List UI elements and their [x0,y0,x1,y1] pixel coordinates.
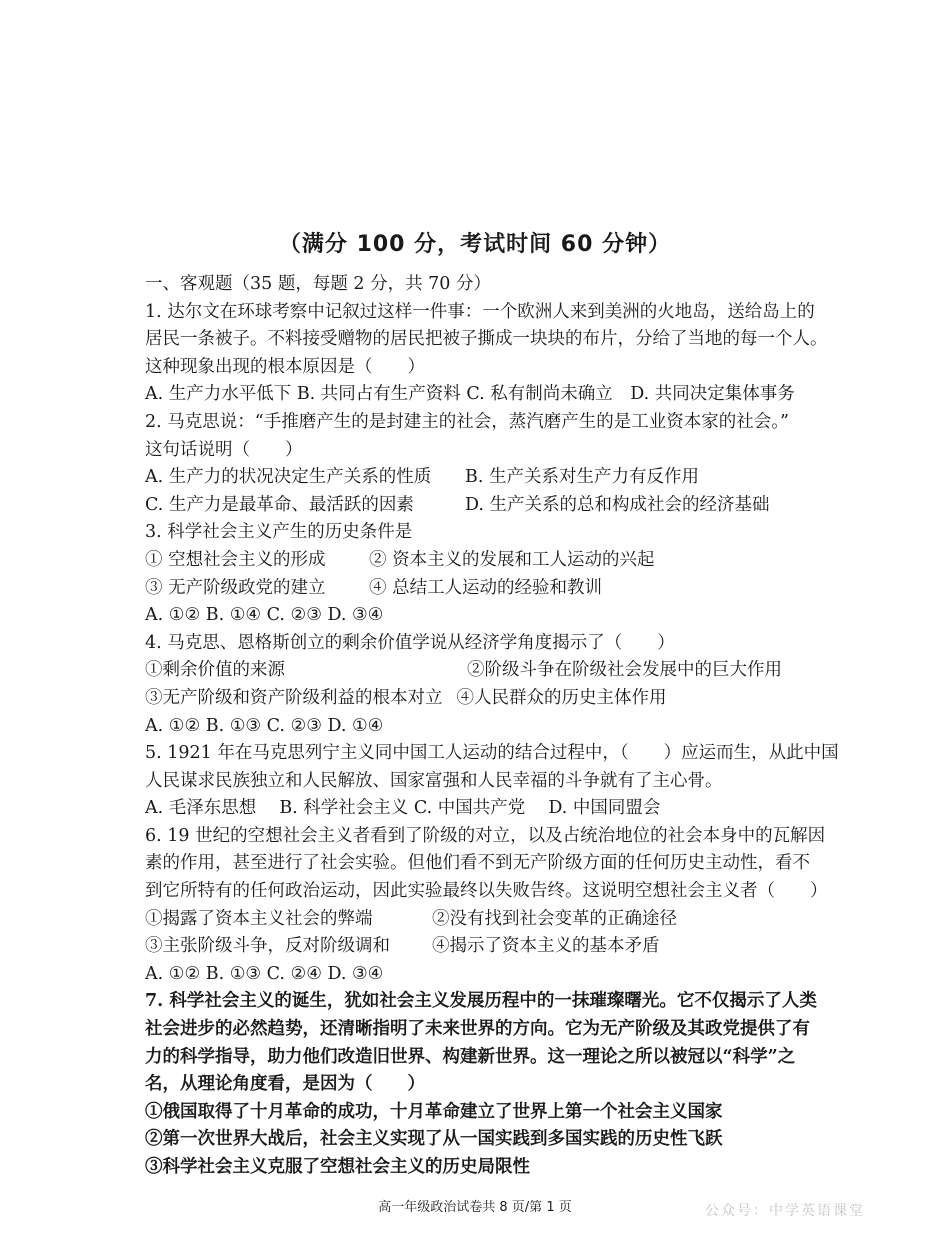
q1-stem-line-1: 1. 达尔文在环球考察中记叙过这样一件事：一个欧洲人来到美洲的火地岛，送给岛上的 [145,301,815,322]
q2-option-c: C. 生产力是最革命、最活跃的因素 [145,494,414,515]
q6-item-1: ①揭露了资本主义社会的弊端 [145,908,373,929]
q2-stem-line-2: 这句话说明（ ） [145,439,303,460]
q6-stem-line-3: 到它所特有的任何政治运动，因此实验最终以失败告终。这说明空想社会主义者（ ） [145,881,828,902]
q3-item-2: ② 资本主义的发展和工人运动的兴起 [369,549,655,570]
q6-stem-line-2: 素的作用，甚至进行了社会实验。但他们看不到无产阶级方面的任何历史主动性，看不 [145,853,810,874]
q3-options: A. ①② B. ①④ C. ②③ D. ③④ [145,605,384,626]
q6-item-3: ③主张阶级斗争，反对阶级调和 [145,936,390,957]
q2-option-b: B. 生产关系对生产力有反作用 [465,467,699,488]
q1-options: A. 生产力水平低下 B. 共同占有生产资料 C. 私有制尚未确立 D. 共同决定集体事务 [145,384,795,405]
q7-stem-line-2: 社会进步的必然趋势，还清晰指明了未来世界的方向。它为无产阶级及其政党提供了有 [145,1019,810,1040]
q4-items-row-2 [145,685,845,713]
q3-items-row-2 [145,575,845,603]
q4-options: A. ①② B. ①③ C. ②③ D. ①④ [145,715,384,736]
q7-stem-line-3: 力的科学指导，助力他们改造旧世界、构建新世界。这一理论之所以被冠以“科学”之 [145,1046,796,1067]
q4-items-row-1 [145,657,845,685]
q2-options-row-1 [145,464,845,492]
q7-item-1: ①俄国取得了十月革命的成功，十月革命建立了世界上第一个社会主义国家 [145,1101,723,1122]
q4-item-1: ①剩余价值的来源 [145,660,285,681]
q6-items-row-1 [145,906,845,934]
q5-stem-line-2: 人民谋求民族独立和人民解放、国家富强和人民幸福的斗争就有了主心骨。 [145,770,723,791]
q3-item-4: ④ 总结工人运动的经验和教训 [369,577,603,598]
q6-items-row-2 [145,933,845,961]
q4-item-4: ④人民群众的历史主体作用 [456,687,667,708]
watermark: 公众号：中学英语课堂 [705,1203,865,1219]
q2-options-row-2 [145,492,845,520]
q6-stem-line-1: 6. 19 世纪的空想社会主义者看到了阶级的对立，以及占统治地位的社会本身中的瓦解因 [145,825,826,846]
q2-option-d: D. 生产关系的总和构成社会的经济基础 [465,494,770,515]
q7-stem-line-1: 7. 科学社会主义的诞生，犹如社会主义发展历程中的一抹璀璨曙光。它不仅揭示了人类 [145,991,817,1012]
q4-stem: 4. 马克思、恩格斯创立的剩余价值学说从经济学角度揭示了（ ） [145,632,675,653]
q5-stem-line-1: 5. 1921 年在马克思列宁主义同中国工人运动的结合过程中，（ ）应运而生，从此中国 [145,743,839,764]
q7-item-3: ③科学社会主义克服了空想社会主义的历史局限性 [145,1157,530,1177]
q6-item-4: ④揭示了资本主义的基本矛盾 [432,936,660,957]
exam-subtitle: （满分 100 分，考试时间 60 分钟） [278,232,672,257]
q1-stem-line-2: 居民一条被子。不料接受赠物的居民把被子撕成一块块的布片，分给了当地的每一个人。 [145,329,828,350]
q3-item-1: ① 空想社会主义的形成 [145,549,326,570]
q7-item-2: ②第一次世界大战后，社会主义实现了从一国实践到多国实践的历史性飞跃 [145,1129,723,1150]
q6-item-2: ②没有找到社会变革的正确途径 [432,908,677,929]
q4-item-2: ②阶级斗争在阶级社会发展中的巨大作用 [467,660,782,681]
q5-options: A. 毛泽东思想 B. 科学社会主义 C. 中国共产党 D. 中国同盟会 [145,798,661,819]
question-area [145,271,845,1182]
q3-items-row-1 [145,547,845,575]
q4-item-3: ③无产阶级和资产阶级利益的根本对立 [145,687,443,708]
q3-item-3: ③ 无产阶级政党的建立 [145,577,326,598]
q1-stem-line-3: 这种现象出现的根本原因是（ ） [145,356,425,377]
q2-option-a: A. 生产力的状况决定生产关系的性质 [145,467,432,488]
q3-stem: 3. 科学社会主义产生的历史条件是 [145,522,413,543]
q2-stem-line-1: 2. 马克思说：“手推磨产生的是封建主的社会，蒸汽磨产生的是工业资本家的社会。” [145,411,789,432]
q6-options: A. ①② B. ①③ C. ②④ D. ③④ [145,963,384,984]
page-footer: 高一年级政治试卷共 8 页/第 1 页 [378,1200,572,1215]
section-title: 一、客观题（35 题，每题 2 分，共 70 分） [145,274,491,294]
q7-stem-line-4: 名，从理论角度看，是因为（ ） [145,1074,425,1095]
